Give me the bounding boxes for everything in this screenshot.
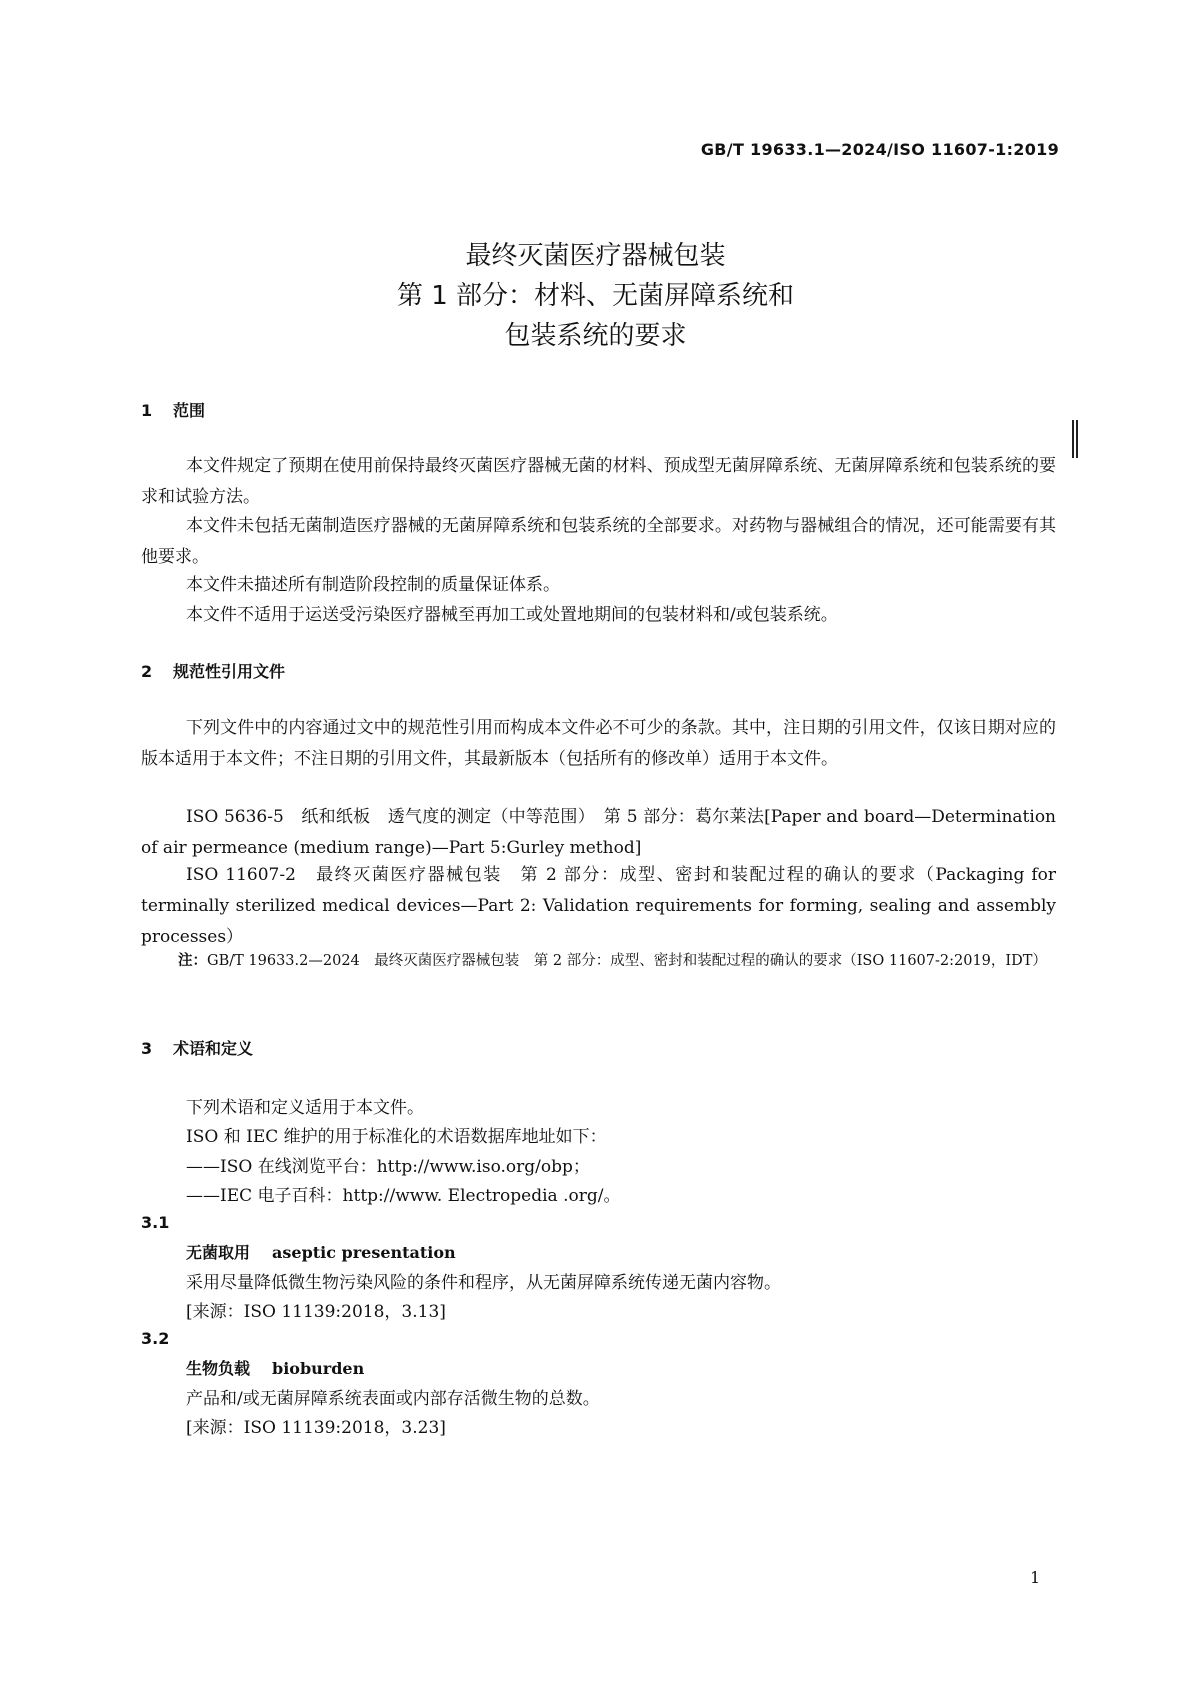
term-3-2-number: 3.2 (141, 1329, 170, 1348)
document-title (0, 236, 1191, 356)
term-3-2-name-en: bioburden (272, 1359, 365, 1378)
section-1-title: 范围 (173, 401, 206, 420)
term-3-1-name-en: aseptic presentation (272, 1243, 456, 1262)
section-1-paragraph-2: 本文件未包括无菌制造医疗器械的无菌屏障系统和包装系统的全部要求。对药物与器械组合的情况，还可能需要有其他要求。 (141, 516, 1056, 567)
section-1-number: 1 (141, 401, 153, 420)
section-3-line-1: 下列术语和定义适用于本文件。 (186, 1098, 424, 1118)
term-3-1-number: 3.1 (141, 1213, 170, 1232)
section-3-title: 术语和定义 (173, 1039, 254, 1058)
section-1-paragraph-4: 本文件不适用于运送受污染医疗器械至再加工或处置地期间的包装材料和/或包装系统。 (186, 605, 838, 625)
term-3-1-definition: 采用尽量降低微生物污染风险的条件和程序，从无菌屏障系统传递无菌内容物。 (186, 1273, 781, 1293)
title-line-2: 第 1 部分：材料、无菌屏障系统和 (396, 281, 795, 311)
section-3-heading (141, 1036, 253, 1059)
term-3-2-name-zh: 生物负载 (186, 1359, 251, 1378)
section-3-number: 3 (141, 1039, 153, 1058)
title-line-3: 包装系统的要求 (504, 321, 687, 351)
term-3-1-source: [来源：ISO 11139:2018，3.13] (186, 1302, 446, 1322)
term-3-1-name (186, 1240, 456, 1263)
section-2-intro: 下列文件中的内容通过文中的规范性引用而构成本文件必不可少的条款。其中，注日期的引用文件，仅该日期对应的版本适用于本文件；不注日期的引用文件，其最新版本（包括所有的修改单）适用于本文件。 (141, 718, 1056, 769)
note-label: 注： (178, 953, 207, 969)
term-3-2-definition: 产品和/或无菌屏障系统表面或内部存活微生物的总数。 (186, 1389, 600, 1409)
normative-reference-1: ISO 5636-5 纸和纸板 透气度的测定（中等范围） 第 5 部分：葛尔莱法[Paper and board—Determination of air permeance (medium range)—Part 5:Gurley method] (141, 807, 1056, 858)
section-2-title: 规范性引用文件 (173, 662, 286, 681)
section-1-heading (141, 398, 205, 421)
section-2-heading (141, 659, 285, 682)
reference-note (178, 948, 1056, 975)
iec-electropedia-link-line: ——IEC 电子百科：http://www. Electropedia .org/。 (186, 1186, 621, 1206)
section-1-paragraph-1: 本文件规定了预期在使用前保持最终灭菌医疗器械无菌的材料、预成型无菌屏障系统、无菌屏障系统和包装系统的要求和试验方法。 (141, 456, 1056, 507)
term-3-1-name-zh: 无菌取用 (186, 1243, 251, 1262)
section-3-line-2: ISO 和 IEC 维护的用于标准化的术语数据库地址如下： (186, 1127, 607, 1147)
section-2-number: 2 (141, 662, 153, 681)
section-1-paragraph-3: 本文件未描述所有制造阶段控制的质量保证体系。 (186, 575, 560, 595)
iso-obp-link-line: ——ISO 在线浏览平台：http://www.iso.org/obp； (186, 1157, 590, 1177)
page-number: 1 (1030, 1568, 1041, 1587)
title-line-1: 最终灭菌医疗器械包装 (465, 241, 726, 271)
note-text: GB/T 19633.2—2024 最终灭菌医疗器械包装 第 2 部分：成型、密封和装配过程的确认的要求（ISO 11607-2:2019，IDT） (207, 953, 1047, 969)
term-3-2-name (186, 1356, 364, 1379)
change-bar-marker (1072, 420, 1078, 458)
standard-code: GB/T 19633.1—2024/ISO 11607-1:2019 (700, 140, 1059, 159)
term-3-2-source: [来源：ISO 11139:2018，3.23] (186, 1418, 446, 1438)
normative-reference-2: ISO 11607-2 最终灭菌医疗器械包装 第 2 部分：成型、密封和装配过程的确认的要求（Packaging for terminally sterilized medical devices—Part 2: Validation requirements for forming, sealing and assembly processes） (141, 865, 1056, 947)
